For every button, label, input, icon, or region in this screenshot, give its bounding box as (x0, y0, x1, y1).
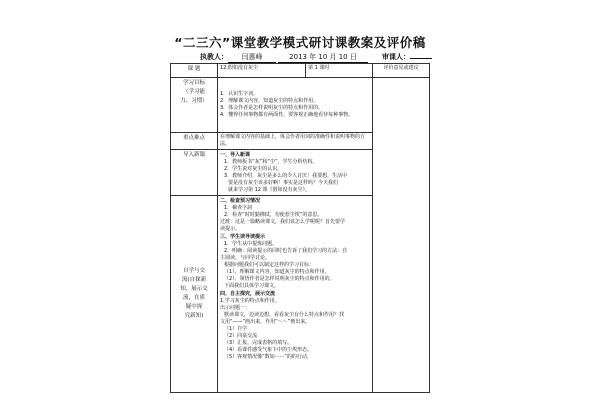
goal-item: 3．体会作者是怎样说明灰尘的特点和作用的。 (220, 105, 324, 111)
lesson-plan-table (170, 63, 430, 393)
intro-content: 一、导入新课 1．教师板书“灰”和“尘”，学生分析结构。 2．学生说对灰尘的认识。 3．教师介绍，灰尘是多么的令人讨厌！我要想，生活中 要是没有灰尘该多好啊！事实是这样吗？今天我们 就来学习第 12 课《假如没有灰尘》。 (218, 150, 373, 196)
reviewer-label: 审课人： (382, 53, 410, 61)
section-heading: 一、导入新课 (220, 152, 251, 158)
focus-content: 在理解课文内容的基础上，体会作者用词的准确性和说明事物的方法。 (218, 133, 373, 150)
date-info (278, 52, 368, 63)
author-label: 执教人： (200, 53, 228, 61)
section-heading: 四、自主探究，展示交流 (220, 291, 276, 297)
goal-item: 1．认识生字词。 (220, 91, 259, 97)
goal-item: 2．理解课文内容，知道灰尘的特点和作用。 (220, 98, 319, 104)
eval-header: 评价意见或建议 (373, 64, 430, 78)
goals-content (218, 78, 373, 133)
date-value: 2013 年 10 月 10 日 (278, 52, 368, 63)
goals-row (171, 78, 430, 133)
topic-label: 课 题 (171, 64, 218, 78)
eval-column (373, 78, 430, 393)
topic-row (171, 64, 430, 78)
reviewer-info (382, 52, 432, 62)
page-title: “二三六”课堂教学模式研讨课教案及评价稿 (174, 35, 426, 50)
author-info (200, 52, 276, 63)
section-heading: 三、学生读导读提示 (220, 234, 266, 240)
goal-item: 4．懂得任何事物都有两面性，要客观正确地看待每种事物。 (220, 112, 354, 118)
reviewer-value (410, 58, 432, 59)
learn-content: 二、检查预习情况 1．檢查字詞 2．检查“时时勤拂拭，勿使惹尘埃”的意思。 过渡：这是一篇略读课文，我们该怎么学呢呢？首先要学 读提示。 三、学生读导读提示 1．学生从中提炼问题。 2．明确：阅读提示的同时也告诉了我们学习的方法：自 主阅读，与同学讨论。 根据问题我们可以制定这样的学习目标： （1）、理解课文内容，知道灰尘的特点和作用。 （2）、领悟作者是怎样说明灰尘的特点和作用的。 下面我们具体学习课文。 四、自主探究，展示交流 1.学习灰尘的特点和作用。 出示问题一： 默读课文，边读边想，看看灰尘有什么特点和作用？找 文用“——”画出来，作用“～～”画出来。 （1）自学 （2）同桌交流 （3）汇报，完成表格的填写。 （4）看课件感受气象下中的尘埃形态。 （5）客观情况像“数如······”的的行动。 (218, 196, 373, 393)
topic-value: 12.假如没有灰尘 (218, 64, 306, 78)
period-value: 第 1 课时 (306, 64, 373, 78)
intro-label: 导入新课 (171, 150, 218, 196)
focus-label: 重点难点 (171, 133, 218, 150)
author-value: 闫惠峰 (228, 52, 276, 63)
goals-label: 学习目标 （学习能 力、习惯） (171, 78, 218, 133)
section-heading: 二、检查预习情况 (220, 198, 261, 204)
learn-label: 自学与交 流(自探新 知，展示交 流，在质 疑中探 究新知) (171, 196, 218, 393)
